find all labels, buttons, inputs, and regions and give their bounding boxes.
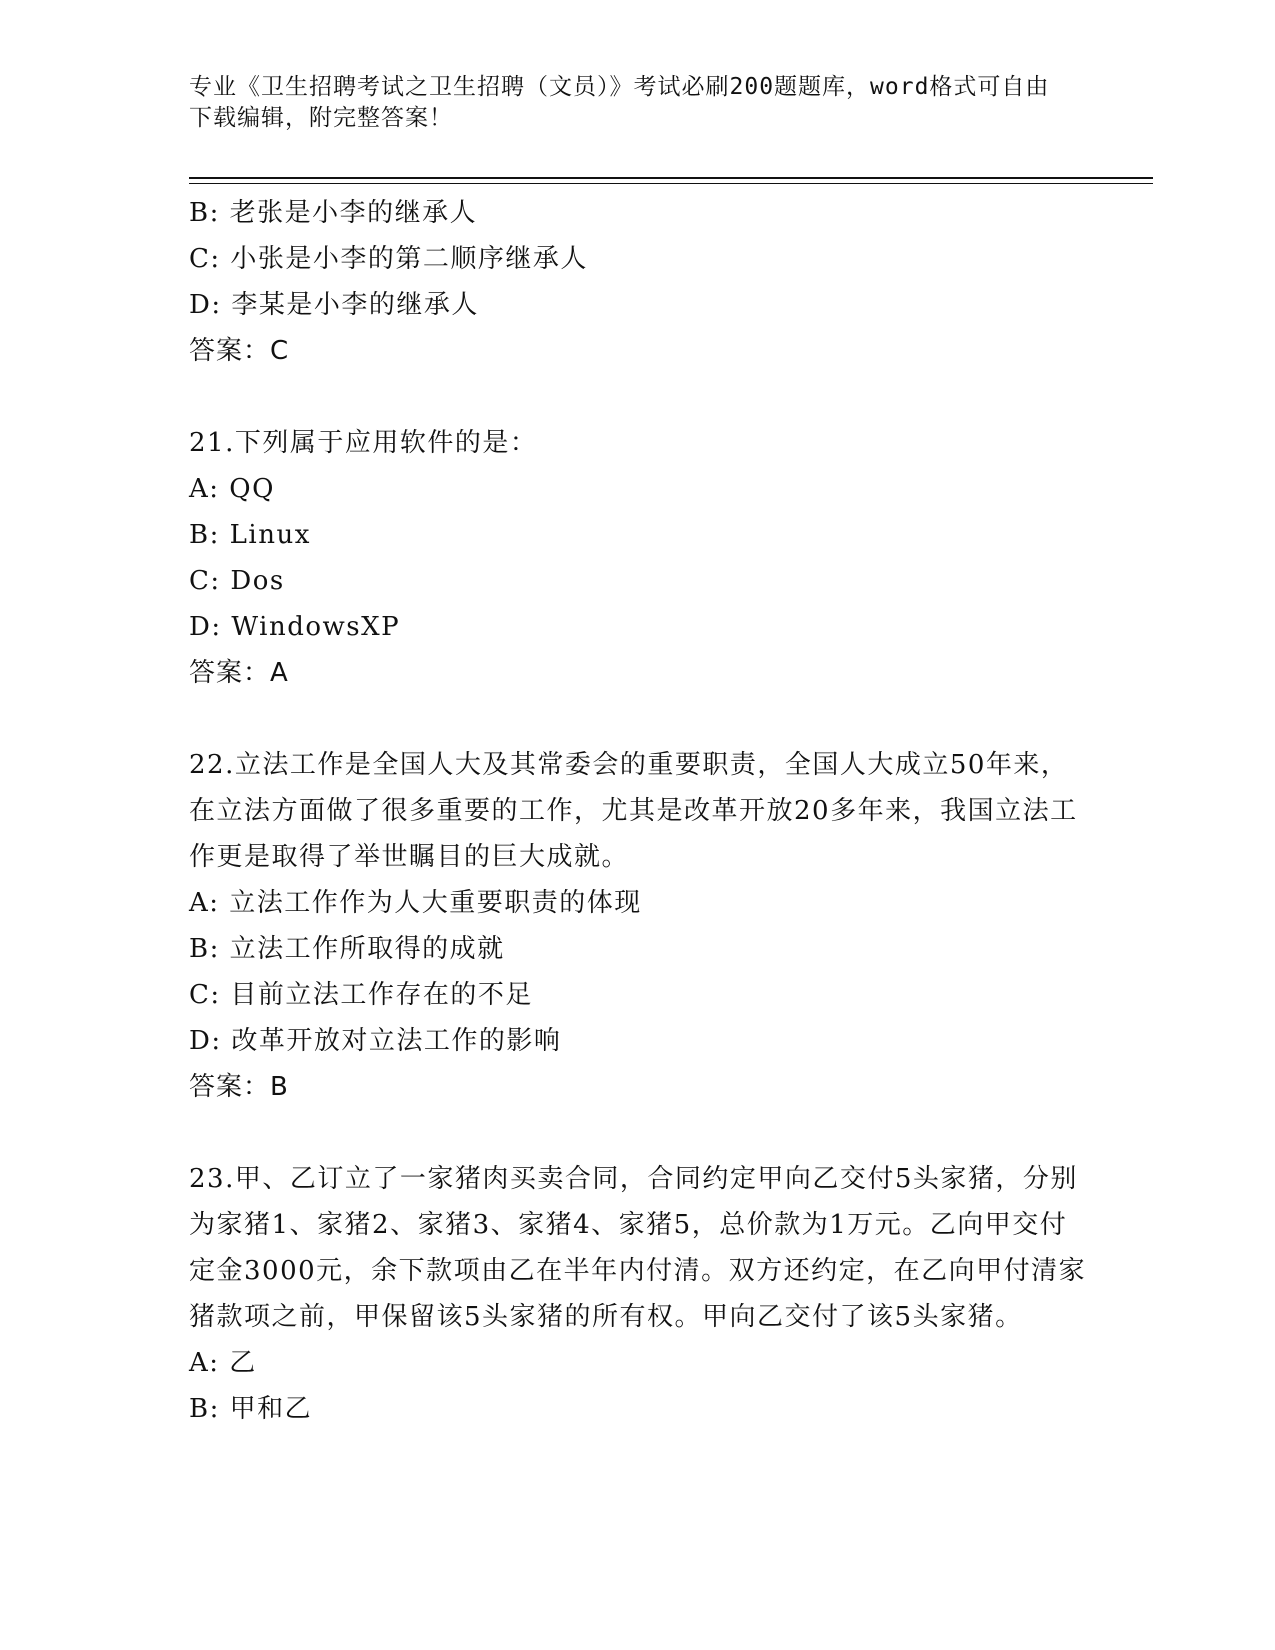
document-body [189, 190, 1089, 1432]
option-b: B: Linux [189, 520, 311, 550]
option-a: A: QQ [189, 474, 275, 504]
option-d: D: 改革开放对立法工作的影响 [189, 1026, 562, 1056]
option-a: A: 立法工作作为人大重要职责的体现 [189, 888, 642, 918]
header-rule-thin [189, 183, 1153, 184]
header-rule-thick [189, 177, 1153, 179]
answer-line: 答案：C [189, 336, 290, 366]
document-header: 专业《卫生招聘考试之卫生招聘（文员）》考试必刷200题题库，word格式可自由下载编辑，附完整答案！ [189, 74, 1050, 131]
option-b: B: 立法工作所取得的成就 [189, 934, 505, 964]
option-d: D: 李某是小李的继承人 [189, 290, 479, 320]
question-text: 21.下列属于应用软件的是： [189, 428, 538, 458]
option-c: C: 目前立法工作存在的不足 [189, 980, 533, 1010]
option-c: C: Dos [189, 566, 285, 596]
option-c: C: 小张是小李的第二顺序继承人 [189, 244, 588, 274]
option-b: B: 甲和乙 [189, 1394, 313, 1424]
question-text: 23.甲、乙订立了一家猪肉买卖合同，合同约定甲向乙交付5头家猪，分别为家猪1、家猪2、家猪3、家猪4、家猪5，总价款为1万元。乙向甲交付定金3000元，余下款项由乙在半年内付清。双方还约定，在乙向甲付清家猪款项之前，甲保留该5头家猪的所有权。甲向乙交付了该5头家猪。 [189, 1164, 1087, 1332]
answer-line: 答案：B [189, 1072, 289, 1102]
question-23-block [189, 1156, 1089, 1432]
answer-line: 答案：A [189, 658, 289, 688]
question-22-block [189, 742, 1089, 1110]
question-text: 22.立法工作是全国人大及其常委会的重要职责，全国人大成立50年来，在立法方面做了很多重要的工作，尤其是改革开放20多年来，我国立法工作更是取得了举世瞩目的巨大成就。 [189, 750, 1078, 872]
option-d: D: WindowsXP [189, 612, 401, 642]
option-b: B: 老张是小李的继承人 [189, 198, 478, 228]
question-21-block [189, 420, 1089, 696]
question-20-block [189, 190, 1089, 374]
option-a: A: 乙 [189, 1348, 257, 1378]
